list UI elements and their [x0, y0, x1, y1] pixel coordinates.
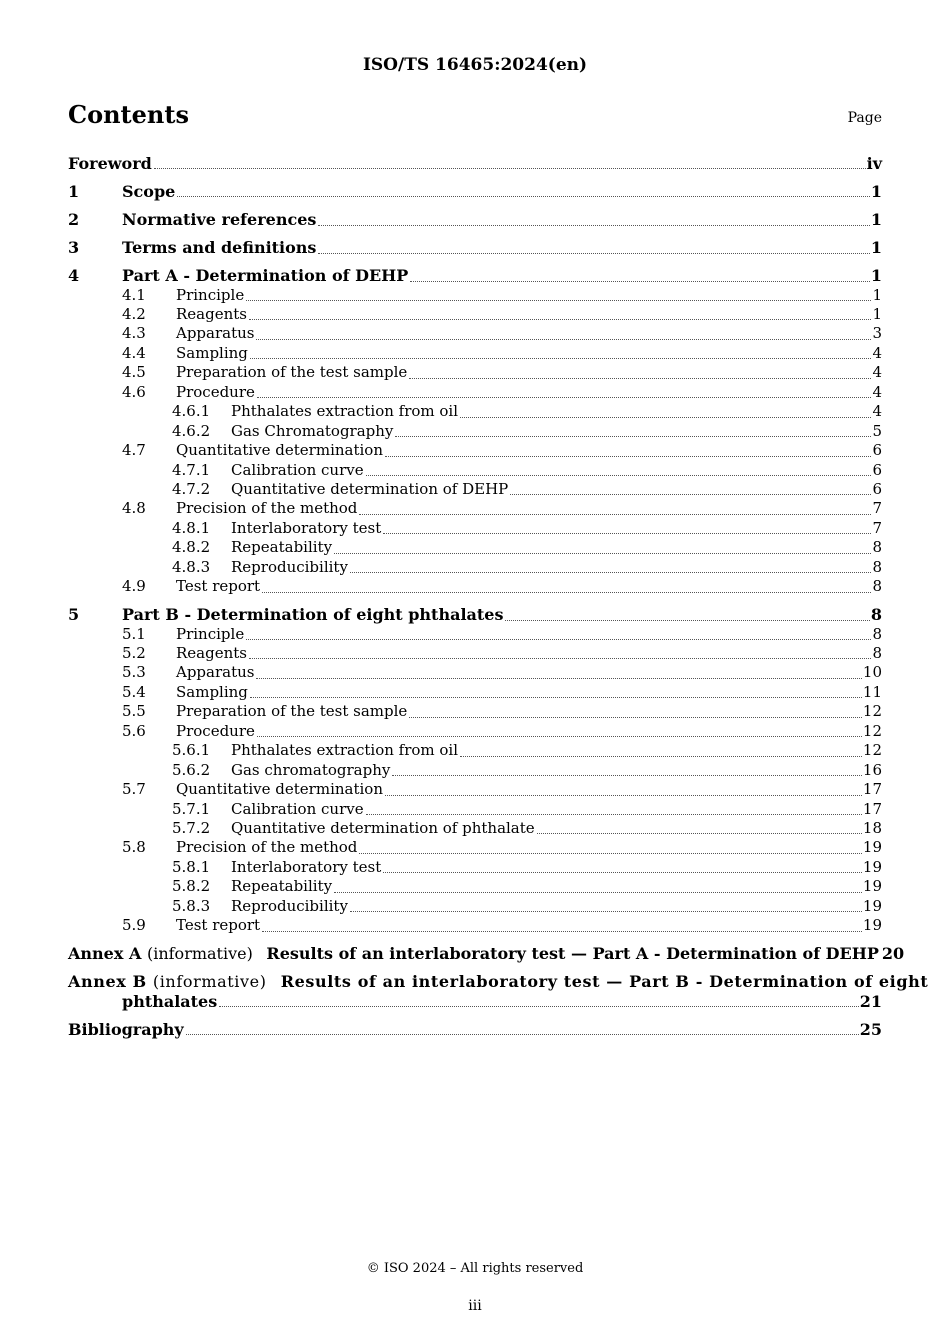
- toc-entry-title: Quantitative determination of DEHP: [231, 479, 509, 498]
- leader-dots: [250, 697, 862, 698]
- toc-entry-title: Reproducibility: [231, 557, 348, 576]
- toc-entry-title: Quantitative determination: [176, 441, 383, 460]
- leader-dots: [250, 358, 872, 359]
- toc-entry-page: 8: [872, 538, 882, 557]
- toc-entry-page: 1: [870, 182, 882, 202]
- toc-entry-title: Part B - Determination of eight phthalates: [122, 605, 504, 625]
- leader-dots: [262, 931, 862, 932]
- toc-entry-page: 19: [862, 896, 882, 915]
- leader-dots: [177, 196, 870, 197]
- toc-entry-page: 6: [872, 441, 882, 460]
- leader-dots: [246, 300, 871, 301]
- toc-entry-number: 4.8.1: [172, 518, 211, 537]
- leader-dots: [359, 514, 871, 515]
- toc-entry-title: Phthalates extraction from oil: [231, 741, 459, 760]
- toc-entry-page: 8: [872, 577, 882, 596]
- toc-entry-number: 5.9: [122, 916, 146, 935]
- leader-dots: [186, 1034, 859, 1035]
- toc-entry-title: Interlaboratory test: [231, 857, 382, 876]
- toc-entry-title: Interlaboratory test: [231, 518, 382, 537]
- toc-entry-title: Apparatus: [176, 663, 255, 682]
- toc-entry-title: Normative references: [122, 210, 317, 230]
- toc-entry-number: 4.7.2: [172, 479, 211, 498]
- toc-entry[interactable]: [68, 286, 882, 305]
- toc-entry[interactable]: [68, 683, 882, 702]
- leader-dots: [409, 378, 871, 379]
- leader-dots: [366, 814, 862, 815]
- toc-entry-number: 4.6: [122, 382, 146, 401]
- toc-entry-page: 4: [872, 382, 882, 401]
- leader-dots: [256, 339, 871, 340]
- toc-entry[interactable]: [68, 663, 882, 682]
- toc-entry-page: 1: [872, 285, 882, 304]
- toc-entry-page: 17: [862, 799, 882, 818]
- leader-dots: [256, 678, 861, 679]
- toc-entry[interactable]: [68, 558, 882, 577]
- toc-entry-number: 4.5: [122, 363, 146, 382]
- leader-dots: [249, 319, 871, 320]
- toc-entry-number: 5.3: [122, 663, 146, 682]
- toc-entry-number: 4.7: [122, 441, 146, 460]
- leader-dots: [350, 572, 872, 573]
- toc-entry-page: 6: [872, 460, 882, 479]
- toc-entry-number: 4.6.2: [172, 421, 211, 440]
- toc-entry[interactable]: [68, 702, 882, 721]
- toc-entry-page: 8: [870, 605, 882, 625]
- toc-entry-title: Test report: [176, 577, 261, 596]
- toc-entry-page: 19: [862, 916, 882, 935]
- toc-entry-number: 5.7.2: [172, 818, 211, 837]
- annex-a-lead: Annex A: [68, 944, 142, 964]
- toc-entry-title: Phthalates extraction from oil: [231, 402, 459, 421]
- toc-entry-title: Reagents: [176, 305, 247, 323]
- toc-entry-title: Principle: [176, 624, 245, 643]
- toc-entry[interactable]: [68, 383, 882, 402]
- toc-entry[interactable]: [68, 644, 882, 663]
- toc-entry-number: 1: [68, 182, 80, 202]
- leader-dots: [334, 553, 871, 554]
- toc-entry-title: Calibration curve: [231, 460, 364, 479]
- toc-entry-number: 5.5: [122, 702, 146, 721]
- leader-dots: [383, 533, 871, 534]
- toc-entry[interactable]: [68, 461, 882, 480]
- annex-b-type: (informative): [152, 972, 267, 992]
- toc-entry[interactable]: [68, 538, 882, 557]
- toc-entry-page: 1: [870, 266, 882, 286]
- toc-entry-title: Preparation of the test sample: [176, 363, 408, 382]
- toc-entry-page: 18: [862, 818, 882, 837]
- toc-entry-title: Sampling: [176, 343, 248, 362]
- toc-entry[interactable]: [68, 182, 882, 201]
- toc-entry-page: 19: [862, 838, 882, 857]
- toc-entry-title: Repeatability: [231, 877, 333, 896]
- toc-entry[interactable]: [68, 800, 882, 819]
- toc-entry-number: 5.1: [122, 624, 146, 643]
- leader-dots: [385, 795, 862, 796]
- leader-dots: [460, 756, 862, 757]
- toc-entry-page: 1: [870, 210, 882, 230]
- leader-dots: [409, 717, 862, 718]
- leader-dots: [510, 494, 871, 495]
- toc-entry-title: Reagents: [176, 644, 247, 663]
- toc-entry-title: Precision of the method: [176, 838, 358, 857]
- toc-entry-page: 11: [862, 682, 882, 701]
- document-id-header: ISO/TS 16465:2024(en): [362, 55, 588, 75]
- toc-entry-title: Quantitative determination: [176, 780, 383, 799]
- toc-entry[interactable]: [68, 838, 882, 857]
- toc-entry-number: 5.6: [122, 721, 146, 740]
- toc-entry[interactable]: [68, 324, 882, 343]
- annex-a-title: Results of an interlaboratory test — Part A - Determination of DEHP: [266, 944, 879, 964]
- toc-entry-page: 1: [870, 238, 882, 258]
- leader-dots: [219, 1006, 859, 1007]
- toc-entry-page: 17: [862, 780, 882, 799]
- toc-entry-number: 4.7.1: [172, 460, 211, 479]
- leader-dots: [318, 253, 869, 254]
- toc-entry-title: Repeatability: [231, 538, 333, 557]
- toc-entry[interactable]: [68, 480, 882, 499]
- leader-dots: [366, 475, 872, 476]
- toc-entry-title: Reproducibility: [231, 896, 348, 915]
- toc-entry-number: 3: [68, 238, 80, 258]
- toc-entry-title: Gas Chromatography: [231, 421, 394, 440]
- toc-entry-number: 5.8.1: [172, 857, 211, 876]
- toc-entry[interactable]: [68, 780, 882, 799]
- toc-entry-number: 4.8.2: [172, 538, 211, 557]
- toc-entry-page: 7: [872, 518, 882, 537]
- copyright-footer: © ISO 2024 – All rights reserved: [366, 1261, 584, 1276]
- leader-dots: [410, 281, 870, 282]
- toc-page-column-label: Page: [847, 110, 882, 126]
- toc-entry-number: 5.6.2: [172, 760, 211, 779]
- toc-entry[interactable]: [68, 741, 882, 760]
- toc-entry[interactable]: [68, 819, 882, 838]
- toc-entry[interactable]: [68, 441, 882, 460]
- toc-entry-title: Quantitative determination of phthalate: [231, 818, 535, 837]
- toc-entry[interactable]: [68, 877, 882, 896]
- bibliography-title: Bibliography: [68, 1019, 184, 1039]
- toc-entry-number: 4.2: [122, 305, 146, 323]
- leader-dots: [505, 620, 869, 621]
- toc-entry-page: 7: [872, 499, 882, 518]
- toc-entry[interactable]: [68, 422, 882, 441]
- toc-entry-page: 10: [862, 663, 882, 682]
- toc-entry-number: 4.3: [122, 324, 146, 343]
- toc-entry-page: 8: [872, 644, 882, 663]
- toc-entry-title: Foreword: [68, 154, 152, 173]
- bibliography-page: 25: [859, 1019, 882, 1039]
- toc-entry-page: 5: [872, 421, 882, 440]
- leader-dots: [154, 168, 866, 169]
- toc-entry[interactable]: [68, 210, 882, 229]
- toc-entry-title: Part A - Determination of DEHP: [122, 266, 409, 286]
- toc-entry-number: 2: [68, 210, 80, 230]
- annex-b-page: 21: [859, 991, 882, 1011]
- toc-entry-page: iv: [866, 154, 882, 173]
- leader-dots: [246, 639, 871, 640]
- toc-entry-page: 6: [872, 479, 882, 498]
- leader-dots: [318, 225, 869, 226]
- toc-entry[interactable]: [68, 344, 882, 363]
- page-number: iii: [468, 1298, 482, 1314]
- leader-dots: [383, 872, 862, 873]
- toc-entry-number: 5.8: [122, 838, 146, 857]
- toc-entry-number: 5.8.3: [172, 896, 211, 915]
- toc-entry-annex-b[interactable]: [68, 972, 929, 1011]
- toc-entry[interactable]: [68, 499, 882, 518]
- leader-dots: [257, 736, 862, 737]
- annex-b-lead: Annex B: [68, 972, 147, 992]
- toc-entry[interactable]: [68, 519, 882, 538]
- leader-dots: [395, 436, 871, 437]
- toc-entry[interactable]: [68, 761, 882, 780]
- toc-entry-page: 1: [872, 305, 882, 323]
- toc-entry-number: 5.8.2: [172, 877, 211, 896]
- toc-entry-number: 4.8.3: [172, 557, 211, 576]
- toc-entry[interactable]: [68, 238, 882, 257]
- toc-entry-page: 4: [872, 343, 882, 362]
- toc-entry-number: 4.6.1: [172, 402, 211, 421]
- toc-entry-page: 8: [872, 557, 882, 576]
- toc-entry-page: 12: [862, 721, 882, 740]
- toc-entry[interactable]: [68, 402, 882, 421]
- toc-entry-annex-a[interactable]: [68, 944, 905, 964]
- leader-dots: [385, 456, 871, 457]
- toc-entry-title: Preparation of the test sample: [176, 702, 408, 721]
- toc-entry[interactable]: [68, 625, 882, 644]
- table-of-contents: [68, 154, 929, 1039]
- toc-entry-page: 4: [872, 363, 882, 382]
- toc-entry[interactable]: [68, 897, 882, 916]
- toc-entry-page: 19: [862, 857, 882, 876]
- toc-entry[interactable]: [68, 605, 882, 624]
- toc-entry-page: 19: [862, 877, 882, 896]
- toc-entry-title: Precision of the method: [176, 499, 358, 518]
- leader-dots: [350, 911, 862, 912]
- toc-entry-title: Calibration curve: [231, 799, 364, 818]
- toc-entry-number: 5: [68, 605, 80, 625]
- toc-entry[interactable]: [68, 363, 882, 382]
- toc-entry[interactable]: [68, 266, 882, 285]
- toc-entry-number: 4: [68, 266, 80, 286]
- toc-entry-title: Sampling: [176, 682, 248, 701]
- toc-entry-title: Test report: [176, 916, 261, 935]
- toc-entry-page: 12: [862, 702, 882, 721]
- toc-entry-number: 5.6.1: [172, 741, 211, 760]
- toc-entry-title: Gas chromatography: [231, 760, 391, 779]
- toc-entry-number: 5.7: [122, 780, 146, 799]
- annex-a-page: 20: [881, 944, 905, 964]
- leader-dots: [334, 892, 862, 893]
- leader-dots: [257, 397, 872, 398]
- leader-dots: [460, 417, 871, 418]
- toc-entry-title: Procedure: [176, 382, 255, 401]
- toc-entry-page: 16: [862, 760, 882, 779]
- toc-entry-page: 8: [872, 624, 882, 643]
- toc-entry-number: 4.9: [122, 577, 146, 596]
- toc-title: Contents: [68, 100, 189, 129]
- leader-dots: [359, 853, 862, 854]
- leader-dots: [262, 592, 871, 593]
- toc-entry-title: Procedure: [176, 721, 255, 740]
- toc-entry-page: 12: [862, 741, 882, 760]
- annex-a-type: (informative): [146, 944, 253, 964]
- toc-entry-number: 5.2: [122, 644, 146, 663]
- leader-dots: [392, 775, 862, 776]
- annex-b-title-line1: Results of an interlaboratory test — Part B - Determination of eight: [280, 972, 929, 992]
- toc-entry[interactable]: [68, 305, 882, 324]
- toc-entry-number: 4.1: [122, 285, 146, 304]
- toc-entry-page: 3: [872, 324, 882, 343]
- toc-entry-title: Apparatus: [176, 324, 255, 343]
- toc-entry-number: 4.8: [122, 499, 146, 518]
- toc-entries: [68, 154, 882, 936]
- toc-entry-bibliography[interactable]: [68, 1020, 882, 1039]
- toc-entry-number: 5.7.1: [172, 799, 211, 818]
- toc-entry-number: 5.4: [122, 682, 146, 701]
- toc-entry[interactable]: [68, 722, 882, 741]
- leader-dots: [537, 833, 862, 834]
- toc-entry[interactable]: [68, 577, 882, 596]
- toc-entry-title: Principle: [176, 285, 245, 304]
- leader-dots: [249, 658, 871, 659]
- toc-entry[interactable]: [68, 154, 882, 173]
- toc-entry-title: Scope: [122, 182, 176, 202]
- annex-b-title-line2: phthalates: [122, 991, 218, 1011]
- toc-entry-number: 4.4: [122, 343, 146, 362]
- toc-entry[interactable]: [68, 858, 882, 877]
- toc-entry-page: 4: [872, 402, 882, 421]
- toc-entry-title: Terms and definitions: [122, 238, 317, 258]
- toc-entry[interactable]: [68, 916, 882, 935]
